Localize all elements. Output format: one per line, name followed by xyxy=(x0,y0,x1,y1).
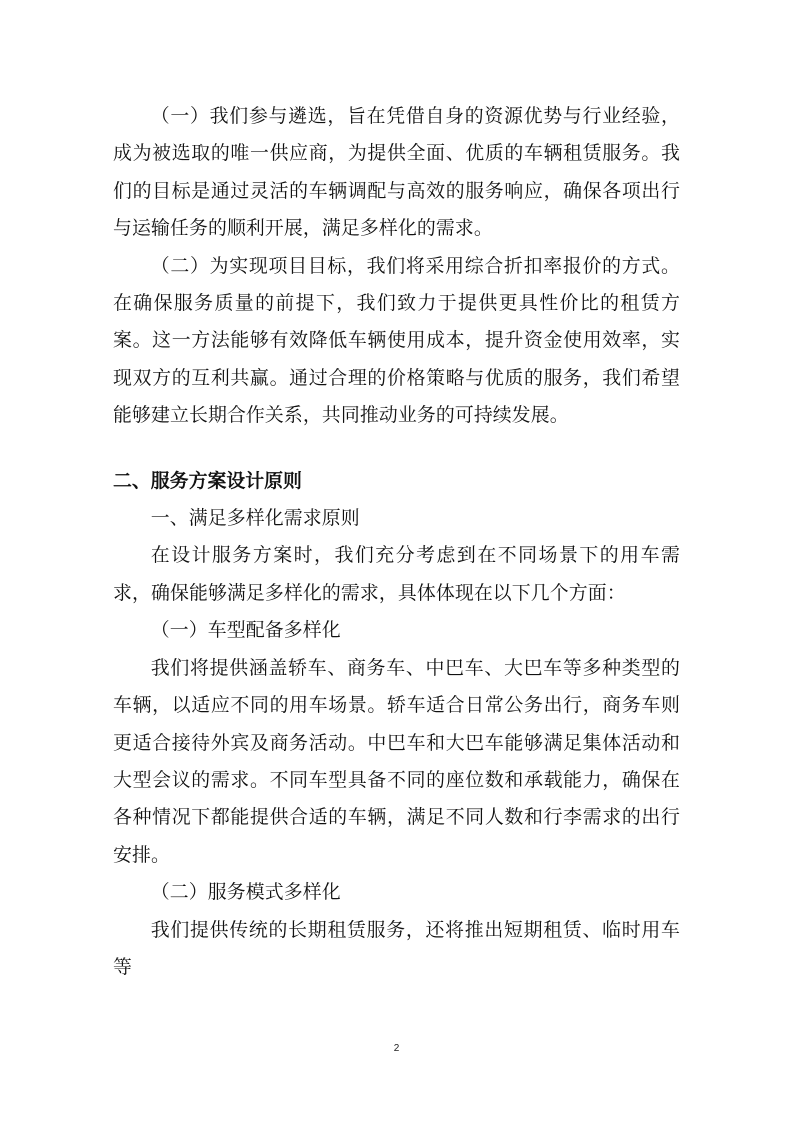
paragraph-pricing: （二）为实现项目目标，我们将采用综合折扣率报价的方式。在确保服务质量的前提下，我们致力于提供更具性价比的租赁方案。这一方法能够有效降低车辆使用成本，提升资金使用效率，实现双方的互利共赢。通过合理的价格策略与优质的服务，我们希望能够建立长期合作关系，共同推动业务的可持续发展。 xyxy=(113,254,680,427)
subheading-vehicle-types: （一）车型配备多样化 xyxy=(150,619,341,642)
paragraph-purpose: （一）我们参与遴选，旨在凭借自身的资源优势与行业经验，成为被选取的唯一供应商，为提供全面、优质的车辆租赁服务。我们的目标是通过灵活的车辆调配与高效的服务响应，确保各项出行与运输任务的顺利开展，满足多样化的需求。 xyxy=(113,105,680,240)
subheading-diversity-principle: 一、满足多样化需求原则 xyxy=(150,507,360,530)
paragraph-service-modes: 我们提供传统的长期租赁服务，还将推出短期租赁、临时用车等 xyxy=(113,918,680,978)
section-heading: 二、服务方案设计原则 xyxy=(113,469,302,492)
page-body xyxy=(113,98,680,986)
paragraph-diversity-intro: 在设计服务方案时，我们充分考虑到在不同场景下的用车需求，确保能够满足多样化的需求，具体体现在以下几个方面： xyxy=(113,544,680,604)
paragraph-vehicle-types: 我们将提供涵盖轿车、商务车、中巴车、大巴车等多种类型的车辆，以适应不同的用车场景。轿车适合日常公务出行，商务车则更适合接待外宾及商务活动。中巴车和大巴车能够满足集体活动和大型会议的需求。不同车型具备不同的座位数和承载能力，确保在各种情况下都能提供合适的车辆，满足不同人数和行李需求的出行安排。 xyxy=(113,656,680,866)
subheading-service-modes: （二）服务模式多样化 xyxy=(150,881,341,904)
page-number: 2 xyxy=(393,1043,400,1054)
